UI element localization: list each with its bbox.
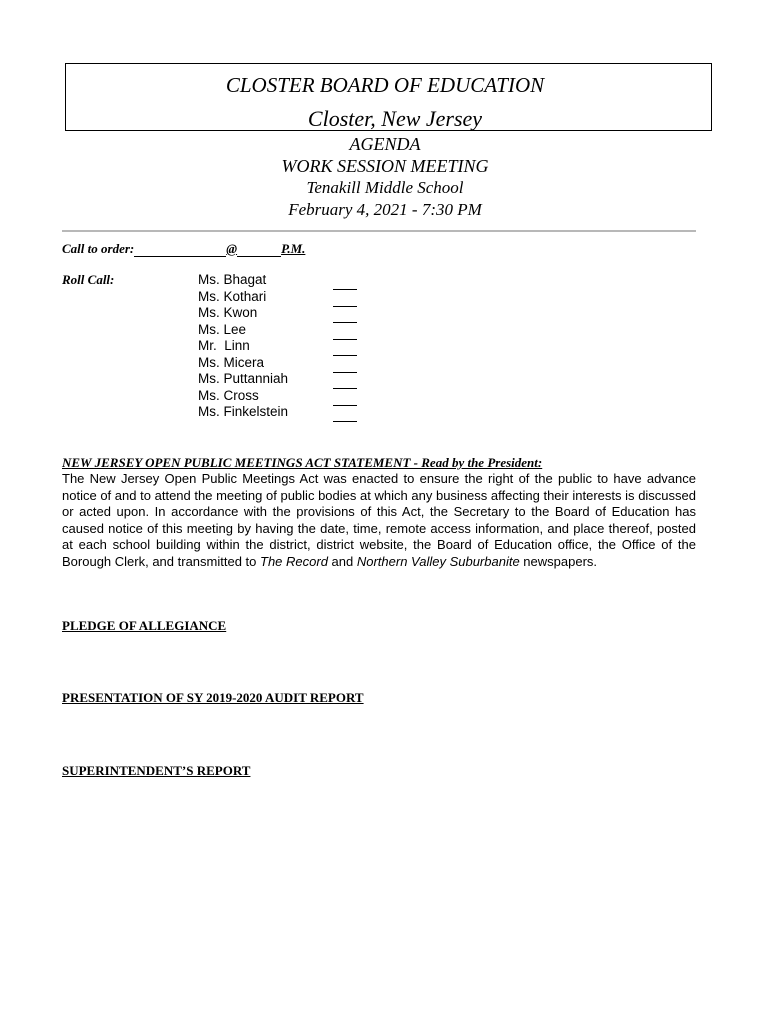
audit-report-heading: PRESENTATION OF SY 2019-2020 AUDIT REPORT: [62, 690, 364, 705]
roll-call-member: Ms. Kwon: [198, 305, 368, 322]
superintendent-report-heading: SUPERINTENDENT’S REPORT: [62, 763, 251, 778]
roll-call-member: Mr. Linn: [198, 338, 368, 355]
roll-call-member: Ms. Puttanniah: [198, 371, 368, 388]
newspaper-name: The Record: [260, 553, 328, 569]
roll-call-list: [198, 272, 368, 421]
roll-call-member: Ms. Finkelstein: [198, 404, 368, 421]
agenda-label: AGENDA: [349, 134, 421, 154]
roll-call-member: Ms. Cross: [198, 388, 368, 405]
roll-call-member: Ms. Lee: [198, 322, 368, 339]
meeting-date-time: February 4, 2021 - 7:30 PM: [288, 200, 482, 219]
meeting-type: WORK SESSION MEETING: [281, 156, 489, 176]
attendance-blank: [333, 407, 357, 422]
call-to-order-row: [62, 240, 305, 257]
meeting-venue: Tenakill Middle School: [306, 178, 464, 197]
call-to-order-time-blank: [237, 240, 281, 257]
call-to-order-pm: P.M.: [281, 241, 306, 256]
roll-call-member: Ms. Micera: [198, 355, 368, 372]
call-to-order-blank: [134, 240, 226, 257]
roll-call-label: Roll Call:: [62, 272, 115, 287]
board-title: CLOSTER BOARD OF EDUCATION: [225, 73, 545, 97]
header-divider: [62, 230, 696, 232]
newspaper-name: Northern Valley Suburbanite: [356, 553, 520, 569]
opma-statement: The New Jersey Open Public Meetings Act was enacted to ensure the right of the public to have advance notice of and to attend the meeting of public bodies at which any business affecting their interests is discussed or acted upon. In accordance with the provisions of this Act, the Secretary to the Board of Education has caused notice of this meeting by having the date, time, remote access information, and place thereof, posted at each school building within the district, district website, the Board of Education office, the Office of the Borough Clerk, and transmitted to The Record and Northern Valley Suburbanite newspapers.: [62, 471, 696, 569]
call-to-order-label: Call to order:: [62, 241, 135, 256]
call-to-order-at: @: [226, 241, 238, 256]
pledge-heading: PLEDGE OF ALLEGIANCE: [62, 618, 227, 633]
roll-call-member: Ms. Bhagat: [198, 272, 368, 289]
board-location: Closter, New Jersey: [307, 106, 483, 131]
roll-call-member: Ms. Kothari: [198, 289, 368, 306]
opma-heading: NEW JERSEY OPEN PUBLIC MEETINGS ACT STATEMENT - Read by the President:: [62, 455, 543, 470]
